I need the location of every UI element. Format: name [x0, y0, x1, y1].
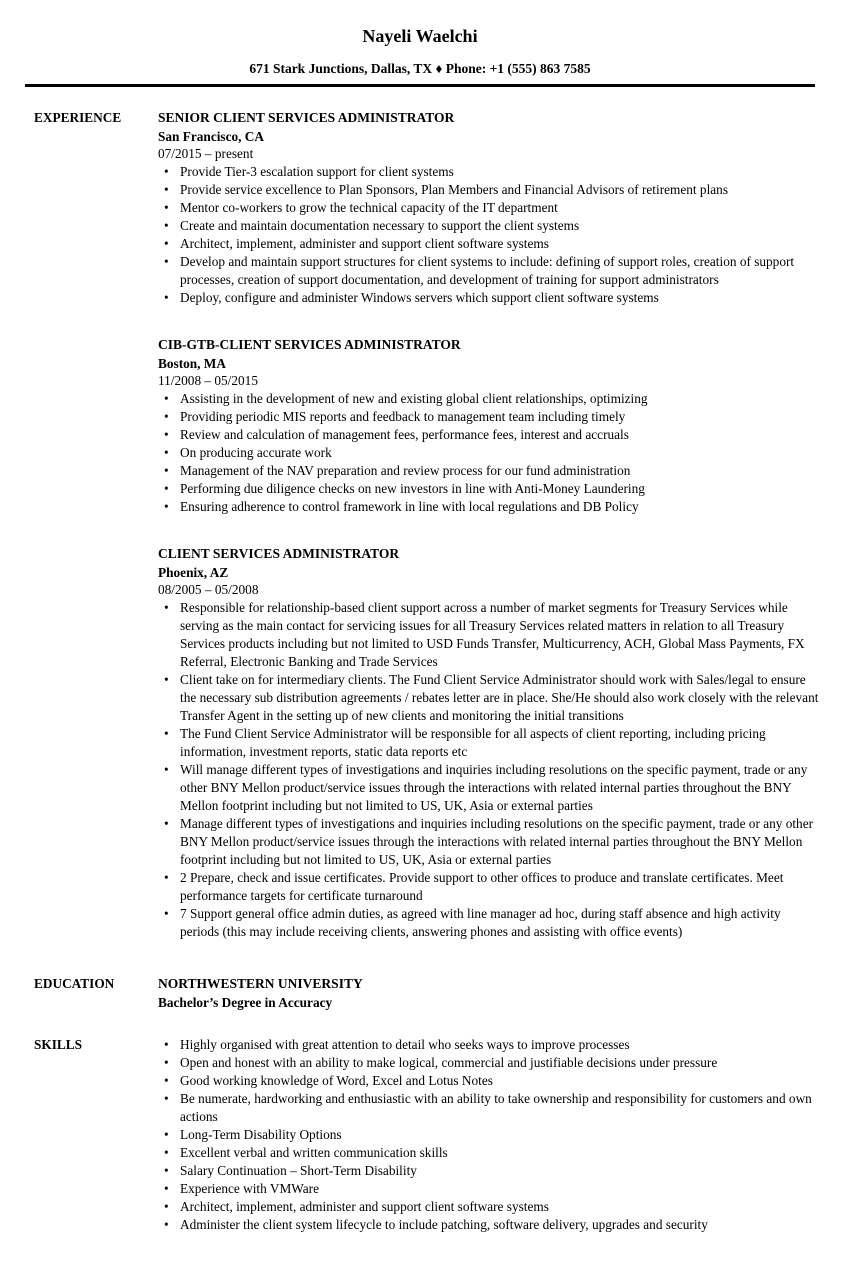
bullet-item: • Review and calculation of management fees, performance fees, interest and accruals: [158, 426, 820, 444]
section-education: [34, 974, 820, 1012]
bullet-item: • Deploy, configure and administer Windows servers which support client software systems: [158, 289, 820, 307]
job-dates: 07/2015 – present: [158, 146, 254, 161]
bullet-item: • The Fund Client Service Administrator will be responsible for all aspects of client reporting, including pricing information, investment reports, static data reports etc: [158, 725, 820, 761]
bullet-item: • Architect, implement, administer and support client software systems: [158, 235, 820, 253]
job-bullet-list: [158, 390, 820, 516]
bullet-item: • Long-Term Disability Options: [158, 1126, 820, 1144]
bullet-item: • Providing periodic MIS reports and feedback to management team including timely: [158, 408, 820, 426]
job-title: SENIOR CLIENT SERVICES ADMINISTRATOR: [158, 110, 455, 125]
bullet-item: • Salary Continuation – Short-Term Disability: [158, 1162, 820, 1180]
resume-body: [34, 108, 820, 1234]
job-bullet-list: [158, 163, 820, 307]
degree-name: Bachelor’s Degree in Accuracy: [158, 995, 333, 1010]
job-entry-senior-client-services: [158, 108, 820, 307]
experience-label: EXPERIENCE: [34, 110, 122, 125]
job-title: CIB-GTB-CLIENT SERVICES ADMINISTRATOR: [158, 337, 461, 352]
job-dates: 08/2005 – 05/2008: [158, 582, 259, 597]
bullet-item: • Provide service excellence to Plan Sponsors, Plan Members and Financial Advisors of retirement plans: [158, 181, 820, 199]
bullet-item: • Be numerate, hardworking and enthusiastic with an ability to take ownership and responsibility for customers and own actions: [158, 1090, 820, 1126]
bullet-item: • Experience with VMWare: [158, 1180, 820, 1198]
bullet-item: • 2 Prepare, check and issue certificates. Provide support to other offices to produce and translate certificates. Meet performance targets for certificate turnaround: [158, 869, 820, 905]
bullet-item: • Provide Tier-3 escalation support for client systems: [158, 163, 820, 181]
job-location: Boston, MA: [158, 356, 226, 371]
education-label: EDUCATION: [34, 976, 115, 991]
education-content: [158, 974, 820, 1012]
header-divider: [25, 84, 815, 87]
bullet-item: • On producing accurate work: [158, 444, 820, 462]
job-title: CLIENT SERVICES ADMINISTRATOR: [158, 546, 400, 561]
contact-line: 671 Stark Junctions, Dallas, TX ♦ Phone: +1 (555) 863 7585: [249, 61, 591, 76]
school-name: NORTHWESTERN UNIVERSITY: [158, 976, 363, 991]
resume-page: [0, 26, 860, 1234]
bullet-item: • Mentor co-workers to grow the technical capacity of the IT department: [158, 199, 820, 217]
section-experience: [34, 108, 820, 941]
job-entry-cib-gtb-client-services: [158, 335, 820, 516]
skills-content: [158, 1035, 820, 1234]
bullet-item: • Ensuring adherence to control framework in line with local regulations and DB Policy: [158, 498, 820, 516]
job-entry-client-services: [158, 544, 820, 941]
bullet-item: • Manage different types of investigations and inquiries including resolutions on the specific payment, trade or any other BNY Mellon product/service issues through the interactions with related internal parties throughout the BNY Mellon footprint including but not limited to US, UK, Asia or external parties: [158, 815, 820, 869]
bullet-item: • Assisting in the development of new and existing global client relationships, optimizing: [158, 390, 820, 408]
bullet-item: • Good working knowledge of Word, Excel and Lotus Notes: [158, 1072, 820, 1090]
bullet-item: • Open and honest with an ability to make logical, commercial and justifiable decisions under pressure: [158, 1054, 820, 1072]
job-dates: 11/2008 – 05/2015: [158, 373, 258, 388]
bullet-item: • Highly organised with great attention to detail who seeks ways to improve processes: [158, 1036, 820, 1054]
bullet-item: • Excellent verbal and written communication skills: [158, 1144, 820, 1162]
bullet-item: • Develop and maintain support structures for client systems to include: defining of support roles, creation of support processes, creation of support documentation, and development of training for support administrators: [158, 253, 820, 289]
experience-content: [158, 108, 820, 941]
skills-label: SKILLS: [34, 1037, 83, 1052]
bullet-item: • Administer the client system lifecycle to include patching, software delivery, upgrades and security: [158, 1216, 820, 1234]
bullet-item: • Architect, implement, administer and support client software systems: [158, 1198, 820, 1216]
job-location: San Francisco, CA: [158, 129, 265, 144]
bullet-item: • Will manage different types of investigations and inquiries including resolutions on the specific payment, trade or any other BNY Mellon product/service issues through the interactions with related internal parties throughout the BNY Mellon footprint including but not limited to US, UK, Asia or external parties: [158, 761, 820, 815]
section-skills: [34, 1035, 820, 1234]
job-bullet-list: [158, 599, 820, 941]
resume-header: [25, 26, 815, 87]
skills-bullet-list: [158, 1036, 820, 1234]
bullet-item: • Create and maintain documentation necessary to support the client systems: [158, 217, 820, 235]
bullet-item: • 7 Support general office admin duties, as agreed with line manager ad hoc, during staff absence and high activity periods (this may include receiving clients, answering phones and assisting with office events): [158, 905, 820, 941]
bullet-item: • Performing due diligence checks on new investors in line with Anti-Money Laundering: [158, 480, 820, 498]
job-location: Phoenix, AZ: [158, 565, 229, 580]
bullet-item: • Responsible for relationship-based client support across a number of market segments for Treasury Services while serving as the main contact for servicing issues for all Treasury Services related matters in relation to all Treasury Services products including but not limited to USD Funds Transfer, Multicurrency, ACH, Global Mass Payments, FX Referral, Electronic Banking and Trade Services: [158, 599, 820, 671]
person-name: Nayeli Waelchi: [362, 26, 478, 46]
bullet-item: • Client take on for intermediary clients. The Fund Client Service Administrator should work with Sales/legal to ensure the necessary sub distribution agreements / rebates letter are in place. She/He should also work closely with the relevant Transfer Agent in the setting up of new clients and monitoring the initial transitions: [158, 671, 820, 725]
bullet-item: • Management of the NAV preparation and review process for our fund administration: [158, 462, 820, 480]
